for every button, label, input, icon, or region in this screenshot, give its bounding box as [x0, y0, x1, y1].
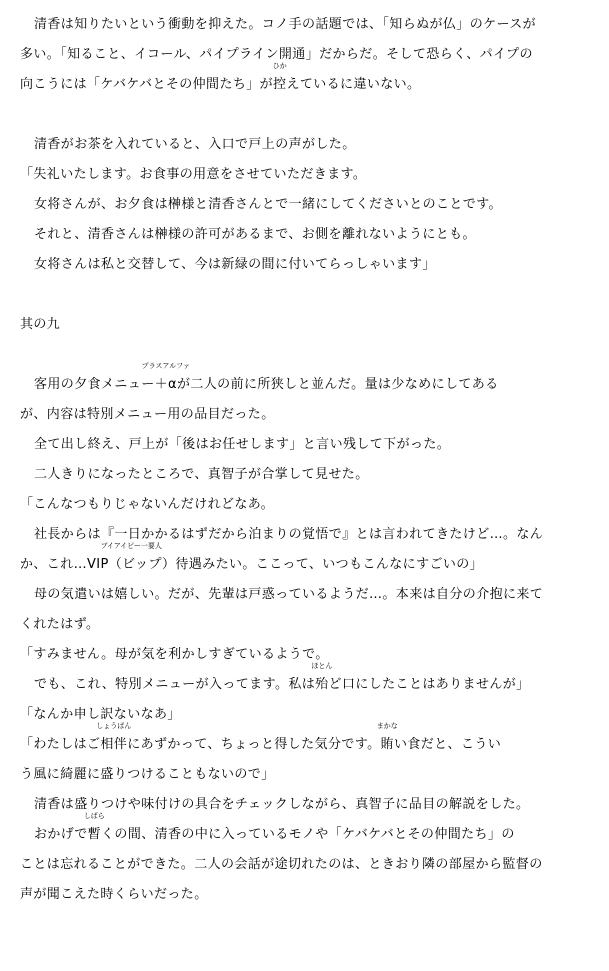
- ruby-base: 相伴: [100, 737, 128, 752]
- text-segment: 客用の夕食メニュー: [34, 377, 155, 392]
- text-segment: 社長からは『一日かかるはずだから泊まりの覚悟で』とは言われてきたけど…。なん: [34, 527, 544, 542]
- text-segment: 向こうには「ケバケバとその仲間たち」が: [20, 77, 274, 92]
- text-segment: 女将さんが、お夕食は榊様と清香さんとで一緒にしてくださいとのことです。: [34, 197, 502, 212]
- text-segment: 清香は盛りつけや味付けの具合をチェックしながら、真智子に品目の解説をした。: [34, 797, 530, 812]
- text-line: [20, 542, 601, 580]
- ruby-reading: ほとん: [311, 662, 333, 670]
- text-line: [34, 130, 601, 160]
- ruby-reading: プラスアルファ: [141, 362, 190, 370]
- ruby-reading: ブイアイピー一要人: [100, 542, 162, 550]
- text-segment: 「なんか申し訳ないなあ」: [20, 707, 181, 722]
- text-segment: が二人の前に所狭しと並んだ。量は少なめにしてある: [176, 377, 499, 392]
- text-segment: 清香は知りたいという衝動を抑えた。コノ手の話題では、「知らぬが仏」のケースが: [34, 17, 537, 32]
- ruby-annotated-word: [87, 542, 176, 580]
- text-segment: い食だと、こうい: [393, 737, 502, 752]
- text-segment: 女将さんは私と交替して、今は新緑の間に付いてらっしゃいます」: [34, 257, 436, 272]
- text-segment: ど口にしたことはありませんが」: [328, 677, 530, 692]
- ruby-reading: まかな: [376, 722, 398, 730]
- ruby-base: 賄: [380, 737, 394, 752]
- text-segment: おかげで: [34, 827, 88, 842]
- text-line: [34, 220, 601, 250]
- text-segment: が、内容は特別メニュー用の品目だった。: [20, 407, 275, 422]
- text-line: [20, 40, 601, 70]
- text-line: [34, 250, 601, 280]
- text-line: [34, 662, 601, 700]
- text-segment: う風に綺麗に盛りつけることもないので」: [20, 767, 275, 782]
- text-line: [34, 10, 601, 40]
- text-segment: 其の九: [20, 317, 61, 332]
- text-line: [34, 790, 601, 820]
- text-segment: ことは忘れることができた。二人の会話が途切れたのは、ときおり隣の部屋から監督の: [20, 857, 543, 872]
- ruby-base: ＋α: [154, 377, 177, 392]
- text-segment: それと、清香さんは榊様の許可があるまで、お側を離れないようにとも。: [34, 227, 476, 242]
- ruby-annotated-word: [141, 362, 190, 400]
- text-line: [20, 880, 601, 910]
- text-segment: 二人きりになったところで、真智子が合掌して見せた。: [34, 467, 369, 482]
- text-segment: くれたはず。: [20, 617, 100, 632]
- text-segment: 多い。「知ること、イコール、パイプライン開通」だからだ。そして恐らく、パイプの: [20, 47, 533, 62]
- ruby-base: 控: [273, 77, 287, 92]
- ruby-reading: しばら: [83, 812, 105, 820]
- text-line: [20, 160, 601, 190]
- text-line: [20, 722, 601, 760]
- text-segment: 「こんなつもりじゃないんだけれどなあ。: [20, 497, 275, 512]
- ruby-base: 殆: [315, 677, 329, 692]
- text-segment: 「すみません。母が気を利かしすぎているようで。: [20, 647, 329, 662]
- text-line: [34, 460, 601, 490]
- ruby-annotated-word: [376, 722, 398, 760]
- text-segment: 「わたしはご: [20, 737, 101, 752]
- text-segment: 母の気遣いは嬉しい。だが、先輩は戸惑っているようだ…。本来は自分の介抱に来て: [34, 587, 544, 602]
- text-line: [20, 310, 601, 340]
- text-segment: 待遇みたい。ここって、いつもこんなにすごいの」: [175, 557, 484, 572]
- ruby-reading: ひか: [272, 62, 287, 70]
- text-segment: 「失礼いたします。お食事の用意をさせていただきます。: [20, 167, 367, 182]
- ruby-reading: しょうばん: [96, 722, 132, 730]
- ruby-base: 暫: [87, 827, 102, 842]
- ruby-annotated-word: [311, 662, 333, 700]
- text-segment: でも、これ、特別メニューが入ってます。私は: [34, 677, 316, 692]
- text-segment: くの間、清香の中に入っているモノや「ケバケバとその仲間たち」の: [101, 827, 515, 842]
- text-segment: か、これ…: [20, 557, 88, 572]
- ruby-base: VIP（ビップ）: [87, 557, 176, 572]
- text-line: [20, 850, 601, 880]
- text-line: [34, 580, 601, 610]
- text-segment: にあずかって、ちょっと得した気分です。: [127, 737, 381, 752]
- text-line: [34, 190, 601, 220]
- text-line: [20, 62, 601, 100]
- text-line: [20, 490, 601, 520]
- text-segment: 清香がお茶を入れていると、入口で戸上の声がした。: [34, 137, 356, 152]
- text-line: [34, 362, 601, 400]
- ruby-annotated-word: [272, 62, 287, 100]
- text-segment: えているに違いない。: [286, 77, 421, 92]
- ruby-annotated-word: [83, 812, 105, 850]
- text-line: [20, 760, 601, 790]
- text-line: [34, 812, 601, 850]
- text-line: [20, 610, 601, 640]
- text-line: [20, 400, 601, 430]
- text-line: [34, 430, 601, 460]
- text-segment: 全て出し終え、戸上が「後はお任せします」と言い残して下がった。: [34, 437, 451, 452]
- ruby-annotated-word: [96, 722, 132, 760]
- text-segment: 声が聞こえた時くらいだった。: [20, 887, 208, 902]
